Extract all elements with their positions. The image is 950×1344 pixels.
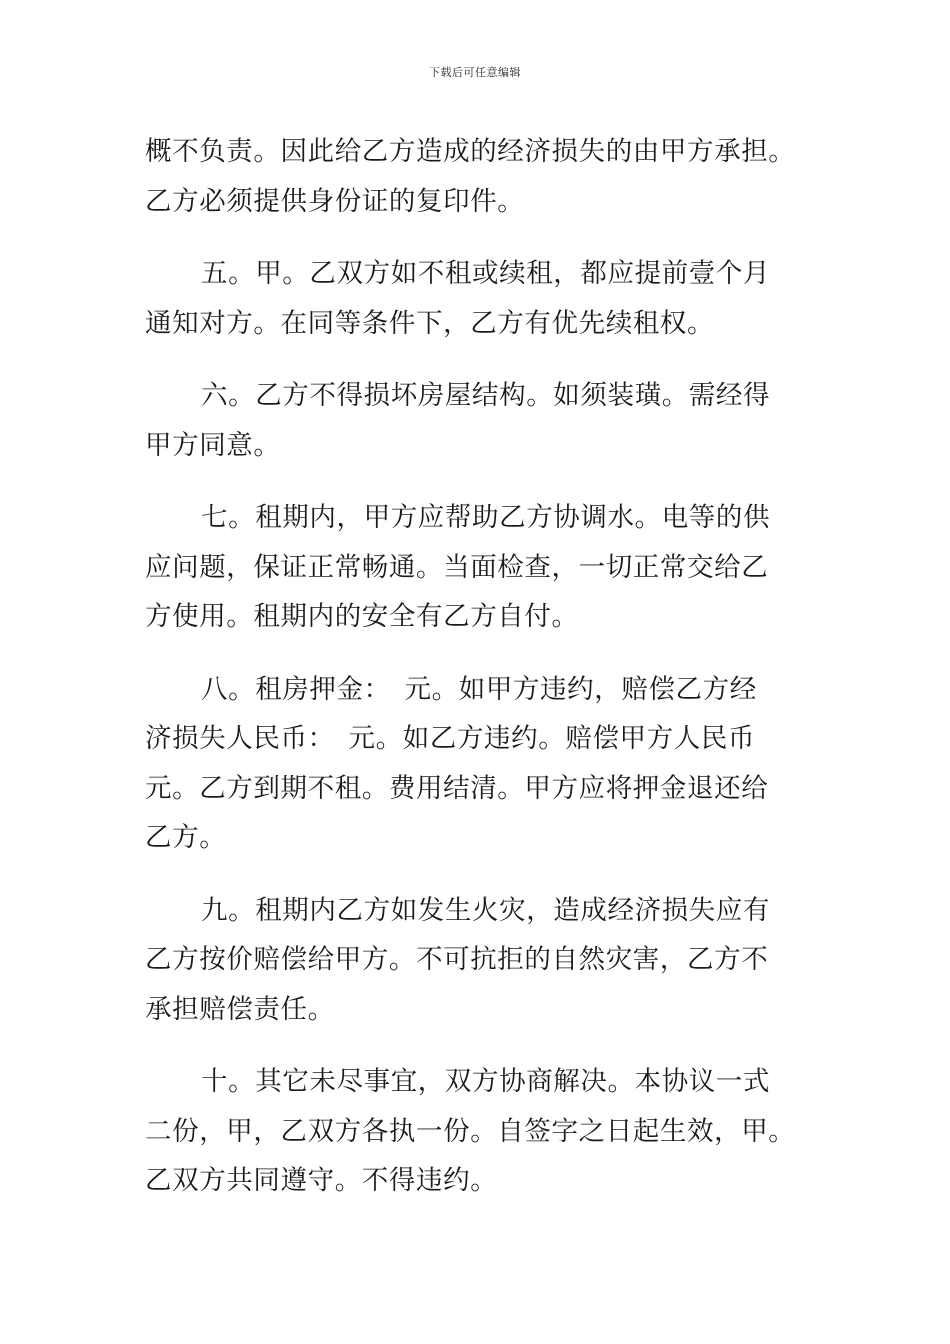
text-line: 二份，甲，乙双方各执一份。自签字之日起生效，甲。 <box>145 1115 796 1147</box>
text-line: 八。租房押金： 元。如甲方违约，赔偿乙方经 <box>201 673 757 705</box>
paragraph-continuation <box>145 127 845 226</box>
text-line: 方使用。租期内的安全有乙方自付。 <box>145 601 579 632</box>
text-line: 济损失人民币： 元。如乙方违约。赔偿甲方人民币 <box>145 723 756 754</box>
paragraph-clause-5 <box>145 249 845 348</box>
text-line: 概不负责。因此给乙方造成的经济损失的由甲方承担。 <box>145 136 796 167</box>
text-line: 五。甲。乙双方如不租或续租，都应提前壹个月 <box>201 258 771 289</box>
document-body <box>145 127 845 1206</box>
text-line: 乙方。 <box>145 822 227 853</box>
text-line: 九。租期内乙方如发生火灾，造成经济损失应有 <box>201 894 771 926</box>
text-line: 承担赔偿责任。 <box>145 993 335 1025</box>
text-line: 乙双方共同遵守。不得违约。 <box>145 1165 498 1196</box>
paragraph-clause-9 <box>145 886 845 1035</box>
header-note: 下载后可任意编辑 <box>429 66 521 79</box>
text-line: 应问题，保证正常畅通。当面检查，一切正常交给乙 <box>145 551 769 583</box>
text-line: 七。租期内，甲方应帮助乙方协调水。电等的供 <box>201 502 771 533</box>
paragraph-clause-7 <box>145 493 845 642</box>
text-line: 元。乙方到期不租。费用结清。甲方应将押金退还给 <box>145 772 769 804</box>
text-line: 乙方必须提供身份证的复印件。 <box>145 185 525 217</box>
text-line: 甲方同意。 <box>145 429 281 461</box>
paragraph-clause-8 <box>145 665 845 863</box>
text-line: 通知对方。在同等条件下，乙方有优先续租权。 <box>145 307 715 339</box>
paragraph-clause-6 <box>145 371 845 470</box>
text-line: 十。其它未尽事宜，双方协商解决。本协议一式 <box>201 1066 771 1097</box>
paragraph-clause-10 <box>145 1057 845 1206</box>
text-line: 乙方按价赔偿给甲方。不可抗拒的自然灾害，乙方不 <box>145 944 769 975</box>
text-line: 六。乙方不得损坏房屋结构。如须装璜。需经得 <box>201 380 771 411</box>
